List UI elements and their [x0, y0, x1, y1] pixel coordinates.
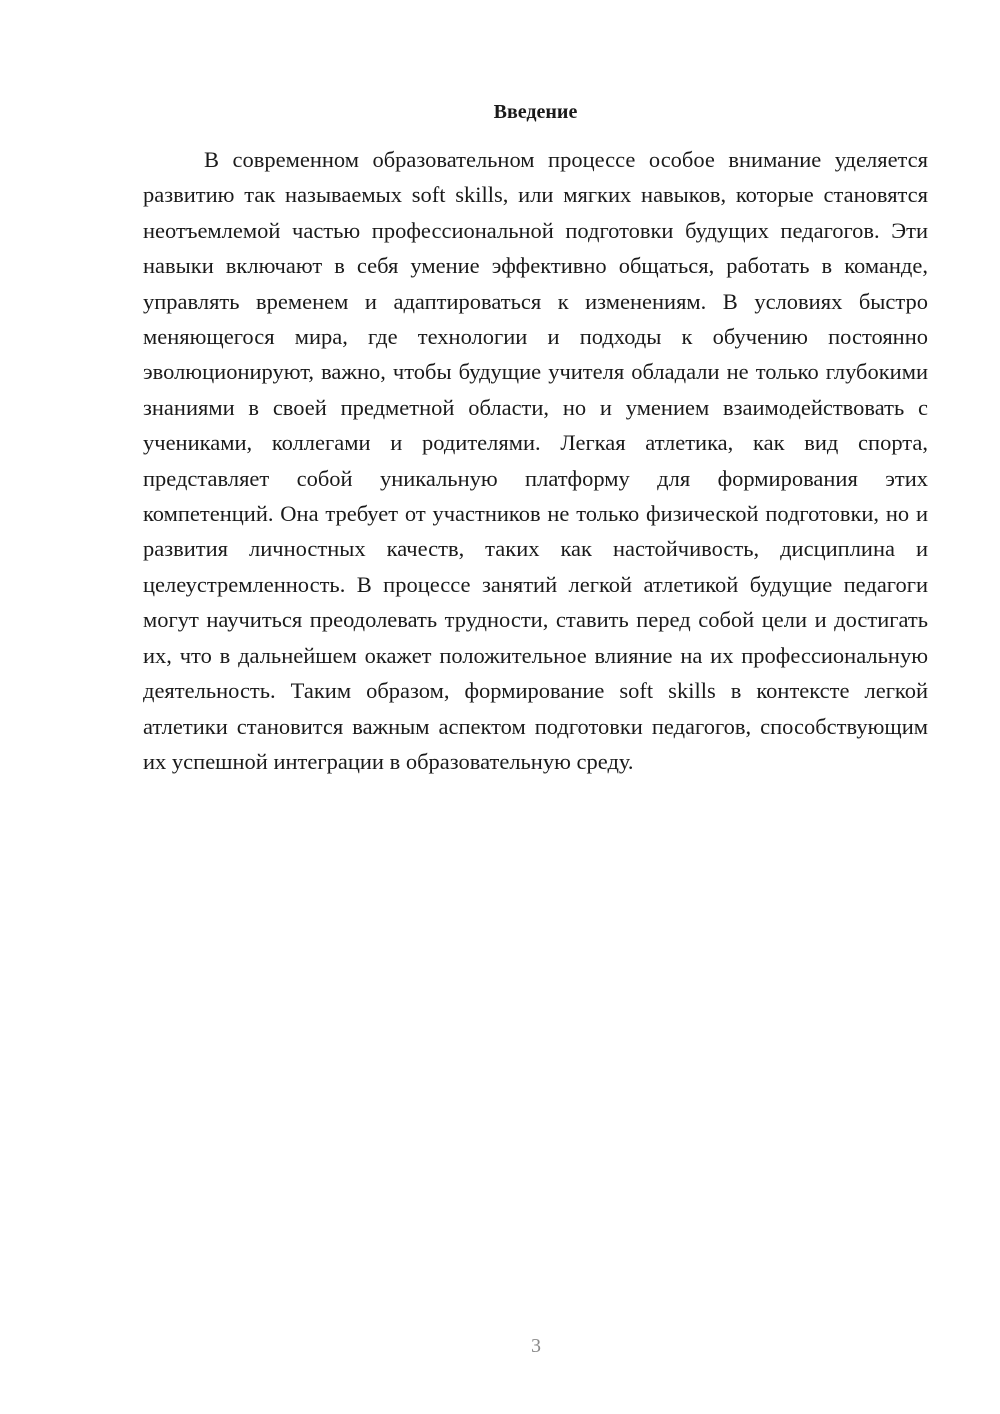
page-number: 3: [531, 1335, 541, 1357]
section-heading: Введение: [493, 101, 578, 123]
body-paragraph: В современном образовательном процессе особое внимание уделяется развитию так называемых soft skills, или мягких навыков, которые становятся неотъемлемой частью профессиональной подготовки будущих педагогов. Эти навыки включают в себя умение эффективно общаться, работать в команде, управлять временем и адаптироваться к изменениям. В условиях быстро меняющегося мира, где технологии и подходы к обучению постоянно эволюционируют, важно, чтобы будущие учителя обладали не только глубокими знаниями в своей предметной области, но и умением взаимодействовать с учениками, коллегами и родителями. Легкая атлетика, как вид спорта, представляет собой уникальную платформу для формирования этих компетенций. Она требует от участников не только физической подготовки, но и развития личностных качеств, таких как настойчивость, дисциплина и целеустремленность. В процессе занятий легкой атлетикой будущие педагоги могут научиться преодолевать трудности, ставить перед собой цели и достигать их, что в дальнейшем окажет положительное влияние на их профессиональную деятельность. Таким образом, формирование soft skills в контексте легкой атлетики становится важным аспектом подготовки педагогов, способствующим их успешной интеграции в образовательную среду.: [143, 147, 928, 774]
